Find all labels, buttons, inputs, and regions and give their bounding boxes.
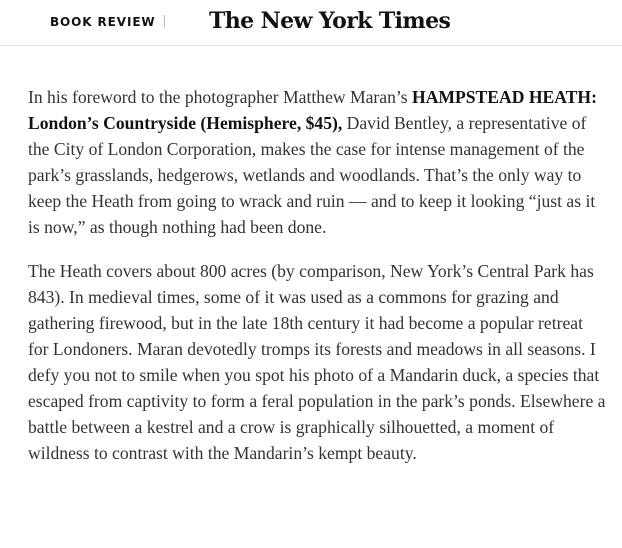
page-header (0, 0, 622, 46)
paragraph-1-rest: David Bentley, a representative of the City of London Corporation, makes the case for intense management of the park’s grasslands, hedgerows, wetlands and woodlands. That’s the only way to keep the Heath from going to wrack and ruin — and to keep it looking “just as it is now,” as though nothing had been done. (28, 113, 596, 237)
nyt-logo[interactable]: The New York Times (209, 8, 451, 34)
article-body (28, 84, 606, 484)
article-paragraph-2: The Heath covers about 800 acres (by comparison, New York’s Central Park has 843). In medieval times, some of it was used as a commons for grazing and gathering firewood, but in the late 18th century it had become a popular retreat for Londoners. Maran devotedly tromps its forests and meadows in all seasons. I defy you not to smile when you spot his photo of a Mandarin duck, a species that escaped from captivity to form a feral population in the park’s ponds. Elsewhere a battle between a kestrel and a crow is graphically silhouetted, a moment of wildness to contrast with the Mandarin’s kempt beauty. (28, 261, 606, 463)
header-divider (164, 15, 165, 28)
article-paragraph-1 (28, 84, 606, 240)
book-title: HAMPSTEAD HEATH: London’s Countryside (Hemisphere, $45), (28, 87, 597, 133)
section-label[interactable]: BOOK REVIEW (50, 15, 156, 29)
paragraph-1-intro: In his foreword to the photographer Matthew Maran’s (28, 87, 413, 107)
